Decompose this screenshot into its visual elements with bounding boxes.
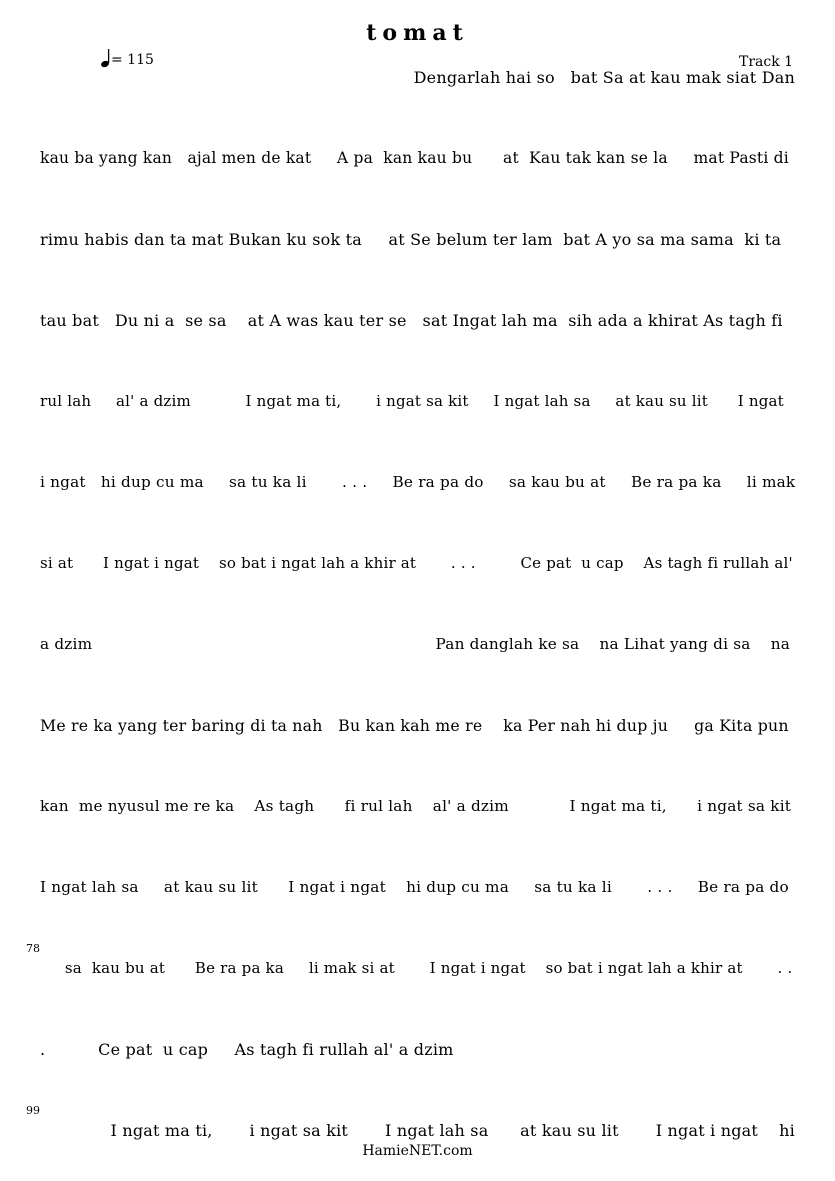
lyric-line: i ngat hi dup cu ma sa tu ka li . . . Be ra pa do sa kau bu at Be ra pa ka li mak (40, 473, 796, 491)
song-title: tomat (366, 20, 469, 46)
lyric-line: rimu habis dan ta mat Bukan ku sok ta at Se belum ter lam bat A yo sa ma sama ki ta (40, 230, 782, 249)
measure-number: 78 (26, 942, 40, 955)
lyric-line: rul lah al' a dzim I ngat ma ti, i ngat sa kit I ngat lah sa at kau su lit I ngat (40, 392, 784, 410)
tempo-marking (101, 48, 154, 68)
lyric-line: I ngat lah sa at kau su lit I ngat i ngat hi dup cu ma sa tu ka li . . . Be ra pa do (40, 878, 789, 896)
lyric-line: kan me nyusul me re ka As tagh fi rul lah al' a dzim I ngat ma ti, i ngat sa kit (40, 797, 792, 815)
lyric-line: I ngat ma ti, i ngat sa kit I ngat lah sa at kau su lit I ngat i ngat hi (110, 1121, 795, 1140)
lyric-line: Me re ka yang ter baring di ta nah Bu kan kah me re ka Per nah hi dup ju ga Kita pun (40, 716, 789, 735)
lyric-line: si at I ngat i ngat so bat i ngat lah a khir at . . . Ce pat u cap As tagh fi rullah al' (40, 554, 793, 572)
lyric-line: a dzim Pan danglah ke sa na Lihat yang di sa na (40, 635, 791, 653)
measure-number: 99 (26, 1104, 40, 1117)
lyric-line: Dengarlah hai so bat Sa at kau mak siat Dan (413, 68, 795, 87)
track-label: Track 1 (739, 54, 794, 70)
lyric-line: tau bat Du ni a se sa at A was kau ter se sat Ingat lah ma sih ada a khirat As tagh fi (40, 311, 783, 330)
footer-credit: HamieNET.com (362, 1143, 473, 1159)
lyric-line: . Ce pat u cap As tagh fi rullah al' a dzim (40, 1040, 454, 1059)
quarter-note-icon (101, 48, 111, 68)
lyric-line: sa kau bu at Be ra pa ka li mak si at I ngat i ngat so bat i ngat lah a khir at . . (40, 959, 793, 977)
tempo-value: = 115 (111, 52, 154, 68)
lyric-line: kau ba yang kan ajal men de kat A pa kan kau bu at Kau tak kan se la mat Pasti di (40, 149, 789, 167)
